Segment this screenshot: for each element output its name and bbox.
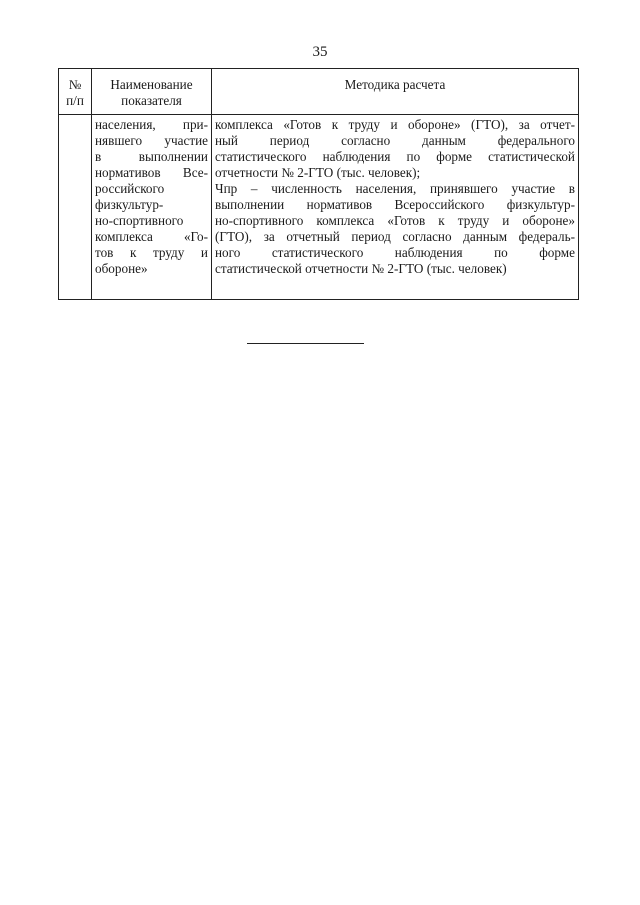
section-end-rule xyxy=(247,343,364,344)
name-line: но-спортивного xyxy=(95,213,184,228)
name-line: физкультур- xyxy=(95,197,164,212)
method-line: (ГТО), за отчетный период согласно данным федераль- xyxy=(215,229,575,244)
header-method xyxy=(212,69,579,115)
header-number xyxy=(59,69,92,115)
header-name-line1: Наименование xyxy=(110,77,193,92)
name-line: нявшего участие xyxy=(95,133,208,148)
method-line: комплекса «Готов к труду и обороне» (ГТО), за отчет- xyxy=(215,117,575,132)
method-line: Чпр – численность населения, принявшего участие в xyxy=(215,181,575,196)
row-number-cell xyxy=(59,115,92,300)
method-line: ный период согласно данным федерального xyxy=(215,133,575,148)
name-line: комплекса «Го- xyxy=(95,229,208,244)
method-line: статистической отчетности № 2-ГТО (тыс. человек) xyxy=(215,261,507,276)
method-line: выполнении нормативов Всероссийского физкультур- xyxy=(215,197,575,212)
header-method-label: Методика расчета xyxy=(344,77,446,92)
header-number-abbr: п/п xyxy=(66,93,84,108)
indicator-table xyxy=(58,68,579,300)
method-line: статистического наблюдения по форме статистической xyxy=(215,149,575,164)
method-line: но-спортивного комплекса «Готов к труду и обороне» xyxy=(215,213,575,228)
name-line: тов к труду и xyxy=(95,245,208,260)
header-name-line2: показателя xyxy=(121,93,182,108)
indicator-name-cell xyxy=(92,115,212,300)
name-line: российского xyxy=(95,181,165,196)
method-cell xyxy=(212,115,579,300)
header-name xyxy=(92,69,212,115)
page-number: 35 xyxy=(312,44,328,60)
method-line: отчетности № 2-ГТО (тыс. человек); xyxy=(215,165,421,180)
name-line: нормативов Все- xyxy=(95,165,208,180)
table-header-row xyxy=(59,69,579,115)
header-number-symbol: № xyxy=(68,77,82,92)
table-row xyxy=(59,115,579,300)
name-line: населения, при- xyxy=(95,117,208,132)
name-line: обороне» xyxy=(95,261,148,276)
method-line: ного статистического наблюдения по форме xyxy=(215,245,575,260)
name-line: в выполнении xyxy=(95,149,208,164)
